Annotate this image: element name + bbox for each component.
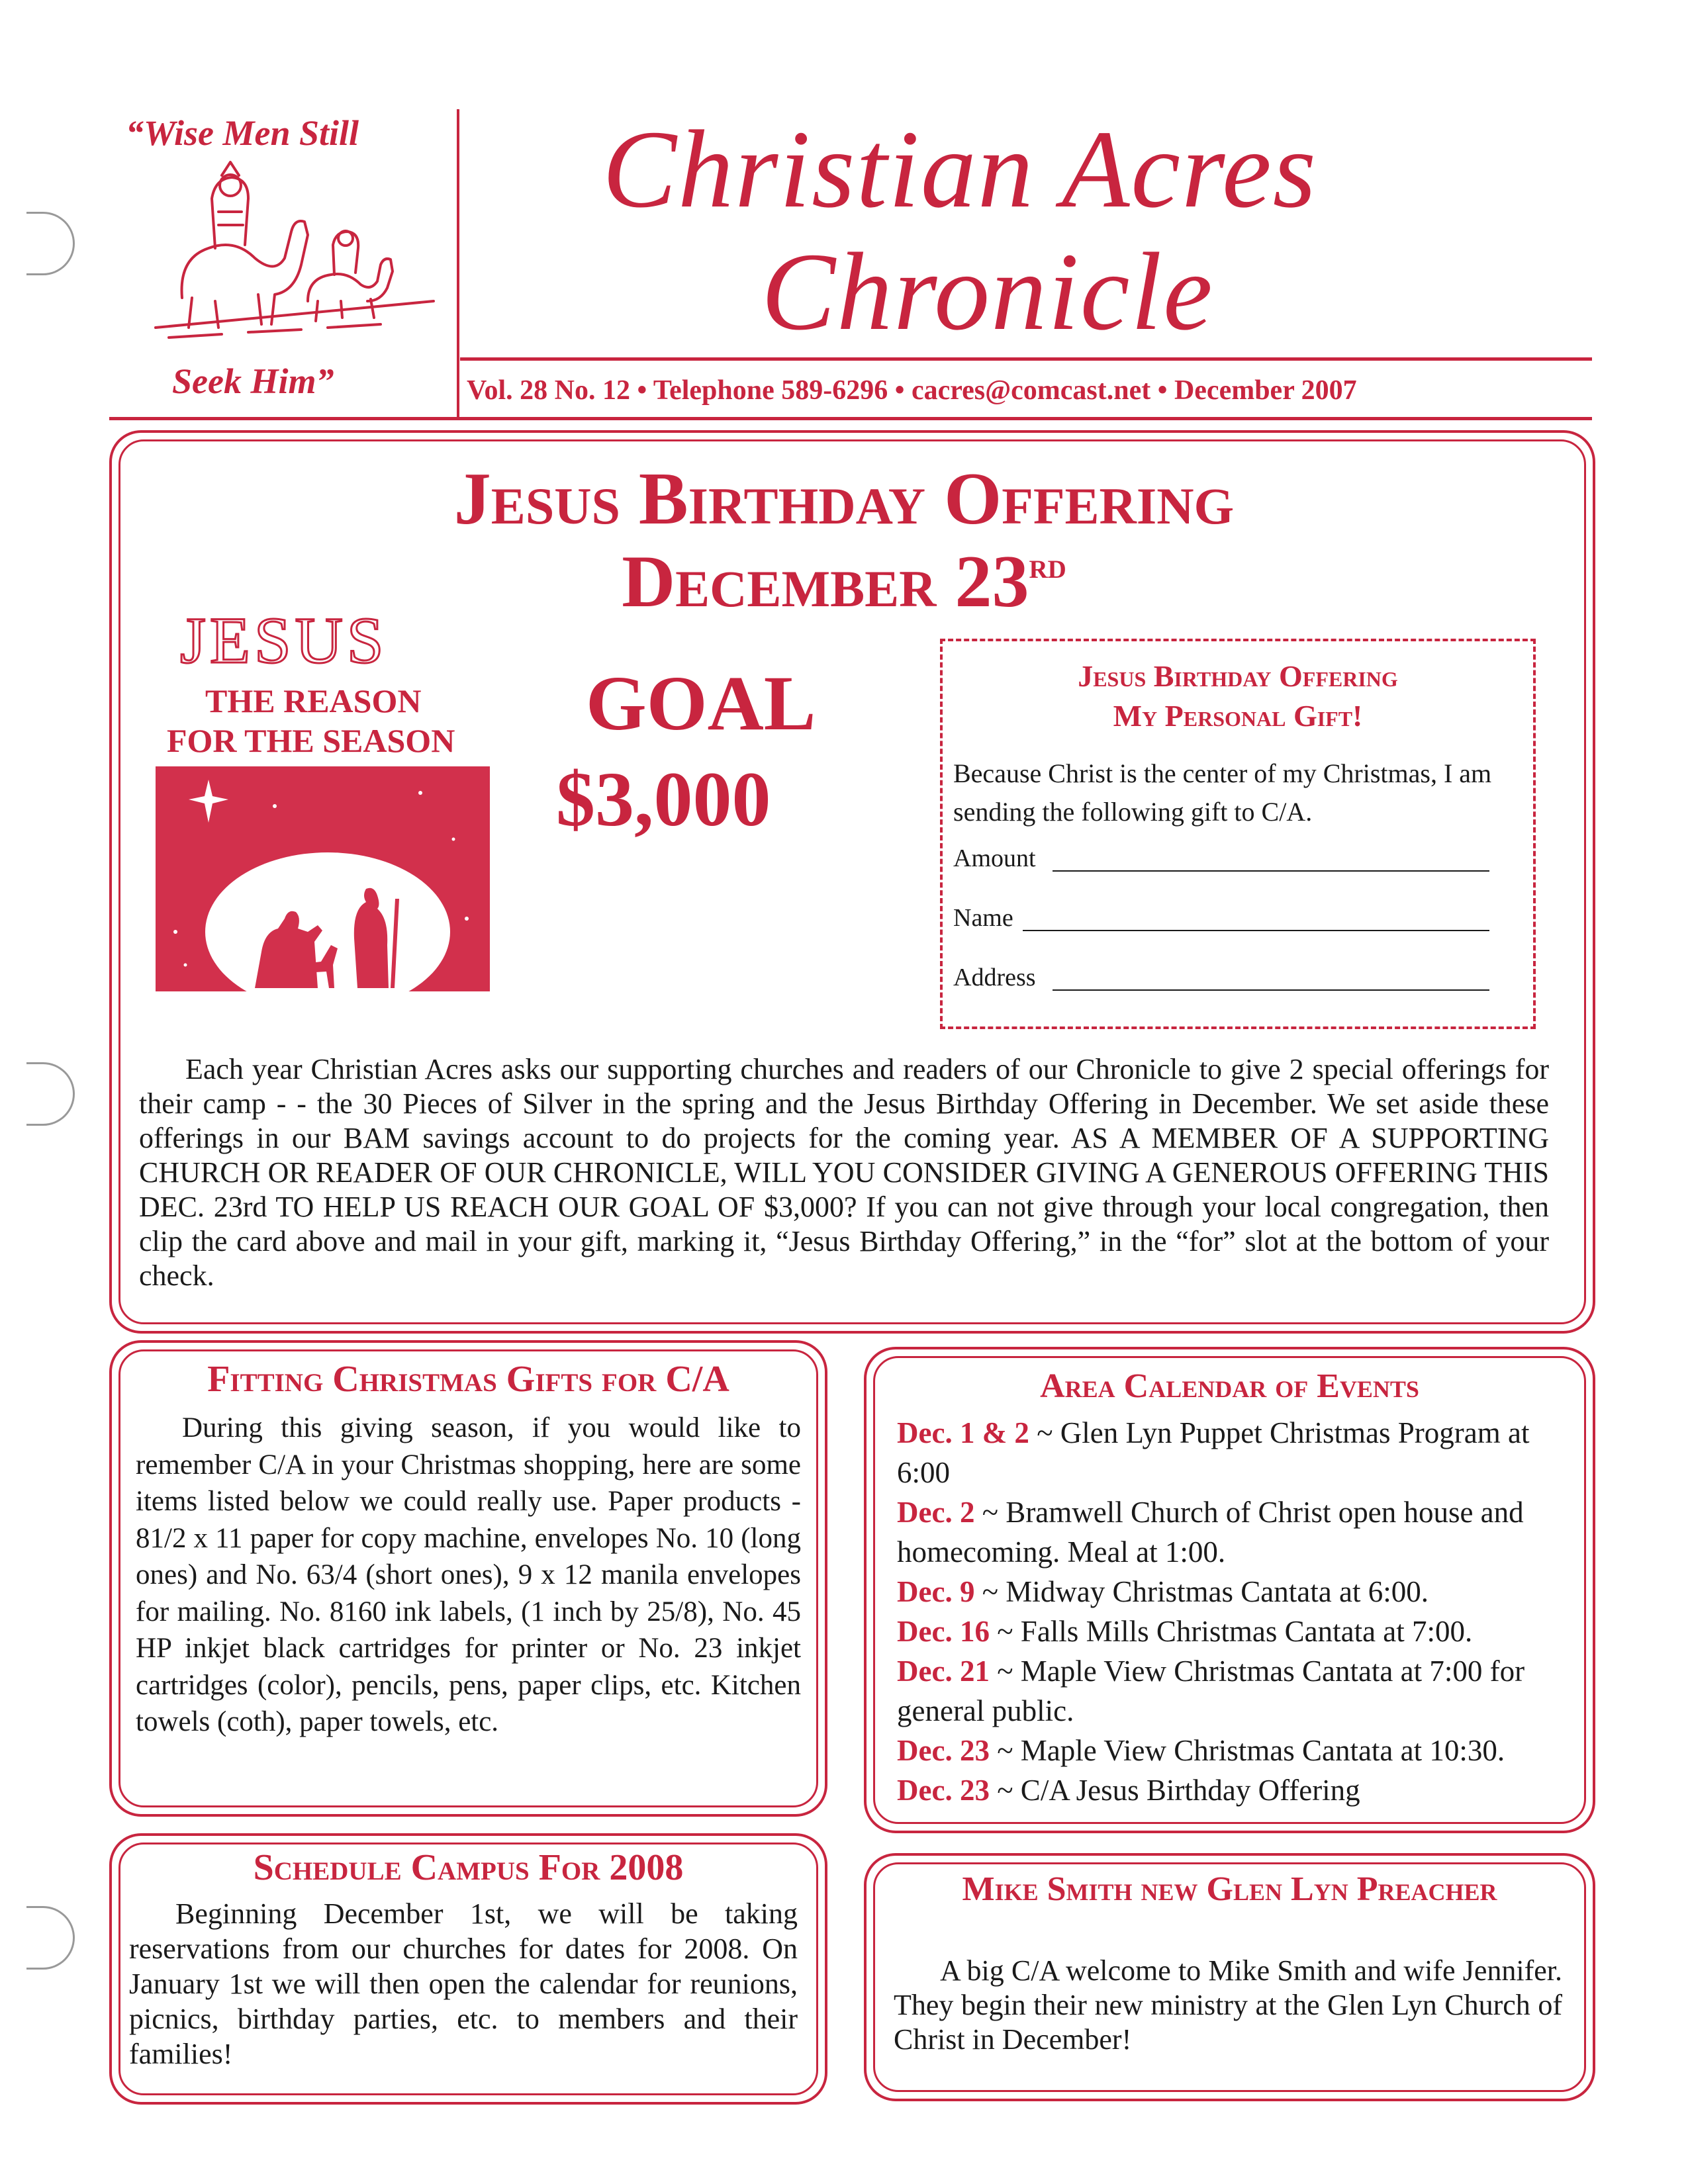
- event-text: ~ Glen Lyn Puppet Christmas Program at 6:00: [897, 1416, 1530, 1489]
- offering-body-text: [139, 1052, 1549, 1293]
- wise-men-camels-icon: [142, 159, 447, 351]
- event-text: ~ Midway Christmas Cantata at 6:00.: [974, 1575, 1429, 1608]
- name-blank-line: [1023, 930, 1489, 931]
- address-label: Address: [953, 964, 1036, 991]
- event-date: Dec. 1 & 2: [897, 1416, 1029, 1449]
- event-text: ~ Bramwell Church of Christ open house and homecoming. Meal at 1:00.: [897, 1496, 1524, 1569]
- goal-amount: $3,000: [556, 756, 771, 842]
- calendar-title: Area Calendar of Events: [1040, 1367, 1419, 1405]
- masthead-rule: [460, 357, 1592, 361]
- card-pledge-text: Because Christ is the center of my Christmas, I am sending the following gift to C/A.: [953, 758, 1492, 827]
- date-suffix: rd: [1029, 545, 1066, 586]
- calendar-event: [897, 1413, 1572, 1492]
- preacher-paragraph: A big C/A welcome to Mike Smith and wife Jennifer. They begin their new ministry at the Glen Lyn Church of Christ in December!: [894, 1954, 1562, 2056]
- event-date: Dec. 9: [897, 1575, 975, 1608]
- calendar-event: [897, 1731, 1572, 1770]
- event-text: ~ Maple View Christmas Cantata at 7:00 for general public.: [897, 1655, 1525, 1727]
- gifts-body-text: [136, 1410, 801, 1741]
- event-date: Dec. 21: [897, 1655, 990, 1688]
- schedule-body-text: [129, 1896, 798, 2071]
- newsletter-title-line2: Chronicle: [761, 230, 1214, 353]
- event-text: ~ C/A Jesus Birthday Offering: [989, 1774, 1360, 1807]
- nativity-silhouette-icon: [156, 766, 490, 1005]
- card-title-line2: My Personal Gift!: [1113, 699, 1363, 733]
- masthead-rule: [109, 417, 1592, 420]
- event-date: Dec. 16: [897, 1615, 990, 1648]
- motto-top: “Wise Men Still: [126, 113, 359, 153]
- event-text: ~ Maple View Christmas Cantata at 10:30.: [989, 1734, 1505, 1767]
- offering-headline: Jesus Birthday Offering: [453, 458, 1235, 540]
- calendar-event: [897, 1651, 1572, 1731]
- offering-paragraph: Each year Christian Acres asks our supporting churches and readers of our Chronicle to give 2 special offerings for their camp - - the 30 Pieces of Silver in the spring and the Jesus Birthday Offering in December. We set aside these offerings in our BAM savings account to do projects for the coming year. AS A MEMBER OF A SUPPORTING CHURCH OR READER OF OUR CHRONICLE, WILL YOU CONSIDER GIVING A GENEROUS OFFERING THIS DEC. 23rd TO HELP US REACH OUR GOAL OF $3,000? If you can not give through your local congregation, then clip the card above and mail in your gift, marking it, “Jesus Birthday Offering,” in the “for” slot at the bottom of your check.: [139, 1053, 1549, 1292]
- amount-label: Amount: [953, 844, 1036, 872]
- preacher-title: Mike Smith new Glen Lyn Preacher: [962, 1870, 1497, 1908]
- calendar-event: [897, 1770, 1572, 1810]
- schedule-paragraph: Beginning December 1st, we will be taking reservations from our churches for dates for 2008. On January 1st we will then open the calendar for reunions, picnics, birthday parties, etc. to members and their families!: [129, 1897, 798, 2070]
- calendar-event: [897, 1572, 1572, 1612]
- event-text: ~ Falls Mills Christmas Cantata at 7:00.: [989, 1615, 1473, 1648]
- calendar-event: [897, 1612, 1572, 1651]
- card-title-line1: Jesus Birthday Offering: [1078, 659, 1398, 693]
- newsletter-title-line1: Christian Acres: [602, 108, 1318, 231]
- binder-hole-mark: [26, 212, 75, 275]
- goal-label: GOAL: [586, 660, 816, 747]
- jesus-outline-text: JESUS: [180, 604, 388, 677]
- name-label: Name: [953, 904, 1013, 932]
- event-date: Dec. 23: [897, 1774, 990, 1807]
- motto-bottom: Seek Him”: [172, 361, 334, 401]
- issue-info-line: Vol. 28 No. 12 • Telephone 589-6296 • cacres@comcast.net • December 2007: [467, 375, 1357, 406]
- schedule-title: Schedule Campus For 2008: [253, 1847, 684, 1888]
- preacher-body-text: [894, 1954, 1562, 2057]
- address-blank-line: [1053, 989, 1489, 991]
- event-date: Dec. 2: [897, 1496, 975, 1529]
- calendar-event: [897, 1492, 1572, 1572]
- reason-line2: FOR THE SEASON: [167, 722, 455, 759]
- gifts-paragraph: During this giving season, if you would like to remember C/A in your Christmas shopping, here are some items listed below we could really use. Paper products - 81/2 x 11 paper for copy machine, envelopes No. 10 (long ones) and No. 63/4 (short ones), 9 x 12 manila envelopes for mailing. No. 8160 ink labels, (1 inch by 25/8), No. 45 HP inkjet black cartridges for printer or No. 23 inkjet cartridges (color), pencils, pens, paper clips, etc. Kitchen towels (coth), paper towels, etc.: [136, 1412, 801, 1737]
- binder-hole-mark: [26, 1906, 75, 1970]
- amount-blank-line: [1053, 870, 1489, 872]
- calendar-event-list: [897, 1413, 1572, 1810]
- offering-date: December 23: [622, 541, 1029, 623]
- reason-line1: THE REASON: [205, 682, 422, 719]
- gifts-title: Fitting Christmas Gifts for C/A: [207, 1359, 729, 1400]
- event-date: Dec. 23: [897, 1734, 990, 1767]
- binder-hole-mark: [26, 1062, 75, 1126]
